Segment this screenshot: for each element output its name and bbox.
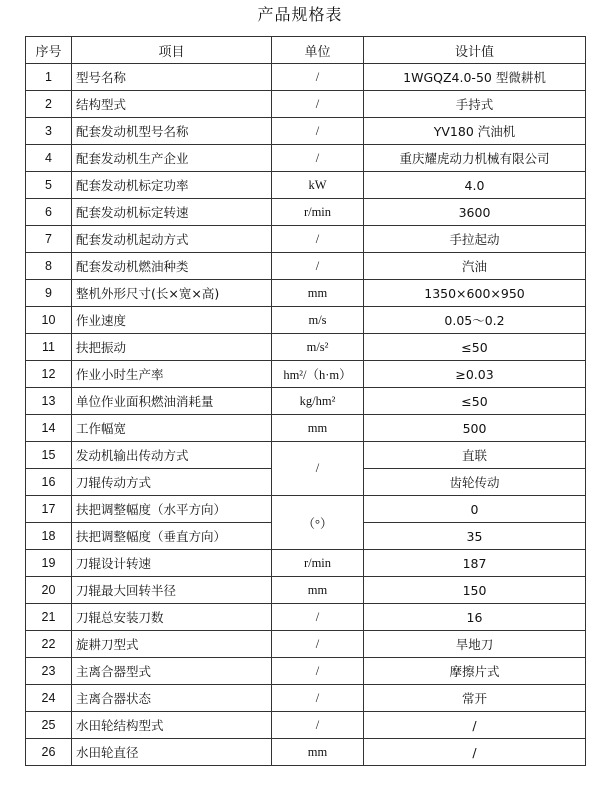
table-row: [26, 658, 586, 685]
row-unit: r/min: [272, 199, 364, 226]
table-row: [26, 739, 586, 766]
row-value: 4.0: [364, 172, 586, 199]
spec-table: [25, 36, 586, 766]
row-value: 3600: [364, 199, 586, 226]
table-row: [26, 172, 586, 199]
table-row: [26, 145, 586, 172]
row-number: 26: [26, 739, 72, 766]
row-value: 齿轮传动: [364, 469, 586, 496]
row-number: 20: [26, 577, 72, 604]
page-title: 产品规格表: [257, 5, 343, 24]
row-unit: /: [272, 442, 364, 496]
row-number: 13: [26, 388, 72, 415]
row-unit: mm: [272, 577, 364, 604]
row-item: 单位作业面积燃油消耗量: [72, 388, 272, 415]
row-number: 16: [26, 469, 72, 496]
row-item: 刀辊最大回转半径: [72, 577, 272, 604]
table-row: [26, 334, 586, 361]
row-item: 工作幅宽: [72, 415, 272, 442]
row-unit: m/s: [272, 307, 364, 334]
row-number: 23: [26, 658, 72, 685]
row-unit: mm: [272, 280, 364, 307]
row-value: 35: [364, 523, 586, 550]
row-number: 9: [26, 280, 72, 307]
row-item: 配套发动机标定转速: [72, 199, 272, 226]
table-row: [26, 64, 586, 91]
row-number: 18: [26, 523, 72, 550]
row-value: 汽油: [364, 253, 586, 280]
row-value: 手拉起动: [364, 226, 586, 253]
table-row: [26, 199, 586, 226]
row-unit: hm²/（h·m）: [272, 361, 364, 388]
row-unit: /: [272, 64, 364, 91]
row-unit: mm: [272, 415, 364, 442]
row-item: 整机外形尺寸(长×宽×高): [72, 280, 272, 307]
table-row: [26, 118, 586, 145]
row-number: 10: [26, 307, 72, 334]
table-row: [26, 307, 586, 334]
table-header-row: [26, 37, 586, 64]
table-row: [26, 226, 586, 253]
row-value: ≤50: [364, 334, 586, 361]
row-value: 旱地刀: [364, 631, 586, 658]
row-item: 配套发动机型号名称: [72, 118, 272, 145]
table-row: [26, 685, 586, 712]
row-item: 主离合器状态: [72, 685, 272, 712]
row-item: 刀辊传动方式: [72, 469, 272, 496]
row-number: 17: [26, 496, 72, 523]
header-item: 项目: [72, 37, 272, 64]
row-number: 21: [26, 604, 72, 631]
table-row: [26, 442, 586, 469]
row-unit: /: [272, 118, 364, 145]
row-value: 重庆耀虎动力机械有限公司: [364, 145, 586, 172]
row-unit: /: [272, 226, 364, 253]
row-number: 4: [26, 145, 72, 172]
row-number: 8: [26, 253, 72, 280]
row-number: 14: [26, 415, 72, 442]
row-value: 0: [364, 496, 586, 523]
row-item: 扶把振动: [72, 334, 272, 361]
row-number: 19: [26, 550, 72, 577]
row-item: 配套发动机标定功率: [72, 172, 272, 199]
header-value: 设计值: [364, 37, 586, 64]
row-number: 7: [26, 226, 72, 253]
row-number: 25: [26, 712, 72, 739]
row-item: 配套发动机生产企业: [72, 145, 272, 172]
row-item: 主离合器型式: [72, 658, 272, 685]
row-item: 发动机输出传动方式: [72, 442, 272, 469]
row-value: /: [364, 712, 586, 739]
header-unit: 单位: [272, 37, 364, 64]
row-item: 旋耕刀型式: [72, 631, 272, 658]
table-body: [26, 64, 586, 766]
row-value: 手持式: [364, 91, 586, 118]
table-row: [26, 496, 586, 523]
row-item: 刀辊设计转速: [72, 550, 272, 577]
row-value: 1350×600×950: [364, 280, 586, 307]
table-row: [26, 604, 586, 631]
row-value: 1WGQZ4.0-50 型微耕机: [364, 64, 586, 91]
row-value: 常开: [364, 685, 586, 712]
table-row: [26, 253, 586, 280]
row-number: 2: [26, 91, 72, 118]
row-value: ≤50: [364, 388, 586, 415]
row-value: YV180 汽油机: [364, 118, 586, 145]
row-item: 扶把调整幅度（水平方向）: [72, 496, 272, 523]
row-number: 1: [26, 64, 72, 91]
row-value: 直联: [364, 442, 586, 469]
row-number: 3: [26, 118, 72, 145]
row-item: 型号名称: [72, 64, 272, 91]
row-number: 15: [26, 442, 72, 469]
row-item: 水田轮直径: [72, 739, 272, 766]
row-item: 配套发动机燃油种类: [72, 253, 272, 280]
table-row: [26, 91, 586, 118]
row-unit: /: [272, 145, 364, 172]
row-unit: kW: [272, 172, 364, 199]
row-unit: （°）: [272, 496, 364, 550]
row-item: 结构型式: [72, 91, 272, 118]
table-row: [26, 415, 586, 442]
row-unit: /: [272, 712, 364, 739]
row-unit: /: [272, 604, 364, 631]
row-item: 作业速度: [72, 307, 272, 334]
row-unit: /: [272, 658, 364, 685]
row-unit: m/s²: [272, 334, 364, 361]
row-unit: /: [272, 685, 364, 712]
table-row: [26, 550, 586, 577]
row-unit: kg/hm²: [272, 388, 364, 415]
row-unit: r/min: [272, 550, 364, 577]
row-item: 配套发动机起动方式: [72, 226, 272, 253]
row-value: 0.05～0.2: [364, 307, 586, 334]
row-unit: /: [272, 631, 364, 658]
row-number: 6: [26, 199, 72, 226]
row-value: 150: [364, 577, 586, 604]
row-number: 11: [26, 334, 72, 361]
header-no: 序号: [26, 37, 72, 64]
row-item: 作业小时生产率: [72, 361, 272, 388]
row-number: 22: [26, 631, 72, 658]
table-row: [26, 388, 586, 415]
table-row: [26, 361, 586, 388]
row-item: 扶把调整幅度（垂直方向）: [72, 523, 272, 550]
row-value: 16: [364, 604, 586, 631]
row-unit: /: [272, 253, 364, 280]
table-row: [26, 631, 586, 658]
row-item: 刀辊总安装刀数: [72, 604, 272, 631]
row-number: 12: [26, 361, 72, 388]
table-row: [26, 577, 586, 604]
row-number: 24: [26, 685, 72, 712]
row-value: /: [364, 739, 586, 766]
table-row: [26, 712, 586, 739]
row-value: ≥0.03: [364, 361, 586, 388]
row-unit: /: [272, 91, 364, 118]
row-value: 187: [364, 550, 586, 577]
row-value: 500: [364, 415, 586, 442]
row-unit: mm: [272, 739, 364, 766]
row-number: 5: [26, 172, 72, 199]
row-value: 摩擦片式: [364, 658, 586, 685]
row-item: 水田轮结构型式: [72, 712, 272, 739]
table-row: [26, 280, 586, 307]
